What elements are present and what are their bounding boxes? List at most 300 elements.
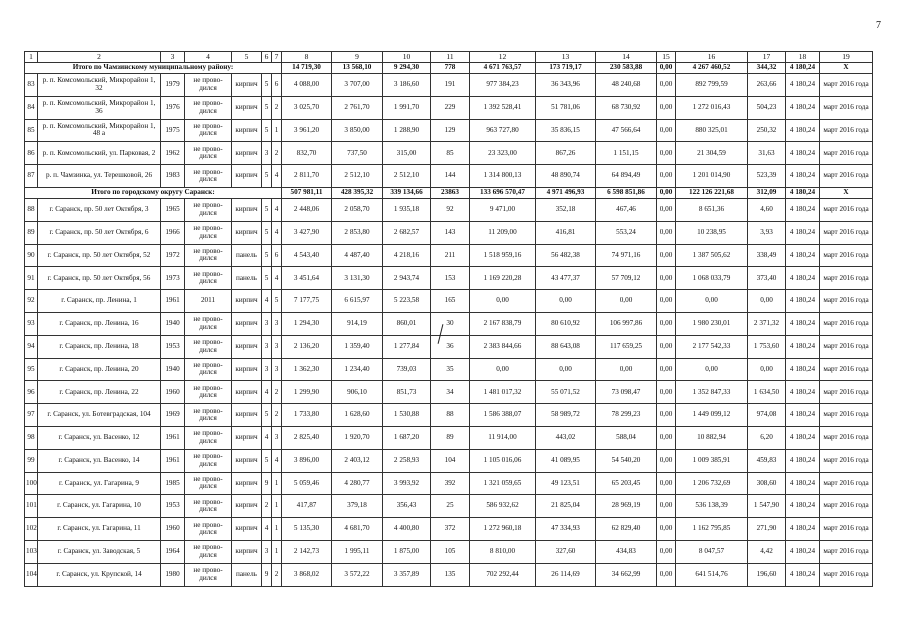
table-cell: 3: [272, 312, 282, 335]
table-cell: 1 935,18: [383, 198, 431, 221]
total-value: 6 598 851,86: [596, 187, 657, 198]
table-cell: 104: [25, 563, 38, 586]
total-value: 230 583,88: [596, 63, 657, 74]
address-cell: р. п. Чамзинка, ул. Терешковой, 26: [38, 165, 161, 188]
table-cell: 99: [25, 449, 38, 472]
table-cell: 86: [25, 142, 38, 165]
table-cell: 0,00: [657, 404, 676, 427]
table-row: [25, 165, 873, 188]
table-cell: 2 512,10: [332, 165, 383, 188]
column-number-cell: 5: [232, 52, 262, 63]
table-cell: 1 980 230,01: [676, 312, 748, 335]
table-cell: кирпич: [232, 74, 262, 97]
table-cell: 1 530,88: [383, 404, 431, 427]
table-cell: 2 811,70: [282, 165, 332, 188]
table-cell: 1: [272, 119, 282, 142]
table-cell: 379,18: [332, 495, 383, 518]
table-cell: кирпич: [232, 165, 262, 188]
table-cell: март 2016 года: [820, 495, 873, 518]
table-cell: панель: [232, 563, 262, 586]
total-label: Итого по Чамзинскому муниципальному району:: [25, 63, 282, 74]
table-cell: 416,81: [536, 221, 596, 244]
table-cell: 0,00: [536, 290, 596, 313]
table-cell: март 2016 года: [820, 119, 873, 142]
table-cell: 4: [272, 267, 282, 290]
table-cell: 1 294,30: [282, 312, 332, 335]
table-cell: 2: [272, 563, 282, 586]
table-cell: 105: [431, 540, 470, 563]
table-cell: кирпич: [232, 142, 262, 165]
table-row: [25, 312, 873, 335]
table-cell: март 2016 года: [820, 290, 873, 313]
table-cell: 100: [25, 472, 38, 495]
table-cell: не прово-дился: [185, 74, 232, 97]
table-cell: 10 238,95: [676, 221, 748, 244]
table-cell: 1 995,11: [332, 540, 383, 563]
total-value: 9 294,30: [383, 63, 431, 74]
table-cell: кирпич: [232, 495, 262, 518]
table-cell: 974,08: [748, 404, 786, 427]
table-cell: 196,60: [748, 563, 786, 586]
table-cell: 1 753,60: [748, 335, 786, 358]
table-cell: 165: [431, 290, 470, 313]
table-cell: кирпич: [232, 426, 262, 449]
table-cell: 1961: [161, 449, 185, 472]
address-cell: г. Саранск, пр. 50 лет Октября, 6: [38, 221, 161, 244]
table-cell: 1 634,50: [748, 381, 786, 404]
table-cell: 0,00: [657, 335, 676, 358]
table-cell: 1 272 016,43: [676, 96, 748, 119]
table-cell: 85: [25, 119, 38, 142]
table-cell: 3,93: [748, 221, 786, 244]
column-number-cell: 1: [25, 52, 38, 63]
column-number-cell: 4: [185, 52, 232, 63]
total-value: 13 568,10: [332, 63, 383, 74]
table-cell: 73 098,47: [596, 381, 657, 404]
table-cell: 906,10: [332, 381, 383, 404]
table-cell: 0,00: [748, 358, 786, 381]
table-cell: 1 733,80: [282, 404, 332, 427]
table-cell: 2 142,73: [282, 540, 332, 563]
table-cell: 0,00: [657, 426, 676, 449]
table-cell: 1 359,40: [332, 335, 383, 358]
table-row: [25, 198, 873, 221]
table-cell: 2 448,06: [282, 198, 332, 221]
table-cell: 1 288,90: [383, 119, 431, 142]
table-cell: 98: [25, 426, 38, 449]
total-value: 14 719,30: [282, 63, 332, 74]
table-cell: 588,04: [596, 426, 657, 449]
table-cell: март 2016 года: [820, 449, 873, 472]
table-cell: 467,46: [596, 198, 657, 221]
table-cell: 0,00: [657, 119, 676, 142]
table-cell: 1 105 016,06: [470, 449, 536, 472]
table-cell: 5: [262, 449, 272, 472]
column-number-cell: 12: [470, 52, 536, 63]
table-cell: 963 727,80: [470, 119, 536, 142]
table-cell: не прово-дился: [185, 119, 232, 142]
table-cell: 5: [262, 404, 272, 427]
table-cell: 0,00: [657, 358, 676, 381]
table-cell: 0,00: [676, 358, 748, 381]
table-cell: 860,01: [383, 312, 431, 335]
address-cell: г. Саранск, ул. Васенко, 14: [38, 449, 161, 472]
table-cell: 1983: [161, 165, 185, 188]
table-row: [25, 426, 873, 449]
table-cell: 0,00: [657, 244, 676, 267]
table-cell: 74 971,16: [596, 244, 657, 267]
table-cell: 352,18: [536, 198, 596, 221]
table-cell: 1 272 960,18: [470, 518, 536, 541]
table-row: [25, 335, 873, 358]
total-value: 312,09: [748, 187, 786, 198]
table-cell: 4 180,24: [786, 495, 820, 518]
total-value: 173 719,17: [536, 63, 596, 74]
table-cell: 0,00: [657, 267, 676, 290]
table-cell: 3 131,30: [332, 267, 383, 290]
total-value: X: [820, 63, 873, 74]
table-cell: 92: [431, 198, 470, 221]
table-cell: 1 009 385,91: [676, 449, 748, 472]
table-cell: не прово-дился: [185, 312, 232, 335]
table-cell: не прово-дился: [185, 563, 232, 586]
table-cell: 4 218,16: [383, 244, 431, 267]
column-number-cell: 18: [786, 52, 820, 63]
table-cell: 8 810,00: [470, 540, 536, 563]
table-cell: 0,00: [596, 358, 657, 381]
table-cell: 0,00: [748, 290, 786, 313]
table-cell: 832,70: [282, 142, 332, 165]
table-cell: не прово-дился: [185, 142, 232, 165]
table-cell: 88: [25, 198, 38, 221]
table-cell: 10 882,94: [676, 426, 748, 449]
table-cell: 536 138,39: [676, 495, 748, 518]
table-cell: 1 449 099,12: [676, 404, 748, 427]
table-cell: 97: [25, 404, 38, 427]
column-number-header: [25, 52, 873, 63]
table-cell: 880 325,01: [676, 119, 748, 142]
table-cell: 3: [272, 426, 282, 449]
table-cell: 0,00: [657, 290, 676, 313]
table-cell: 96: [25, 381, 38, 404]
address-cell: р. п. Комсомольский, Микрорайон 1, 48 а: [38, 119, 161, 142]
table-cell: 1 162 795,85: [676, 518, 748, 541]
address-cell: г. Саранск, ул. Гагарина, 10: [38, 495, 161, 518]
column-number-cell: 16: [676, 52, 748, 63]
table-cell: 1975: [161, 119, 185, 142]
table-cell: 3 025,70: [282, 96, 332, 119]
table-cell: 102: [25, 518, 38, 541]
table-cell: 2: [262, 495, 272, 518]
table-cell: 3 961,20: [282, 119, 332, 142]
table-cell: 1 586 388,07: [470, 404, 536, 427]
table-cell: 65 203,45: [596, 472, 657, 495]
table-cell: 54 540,20: [596, 449, 657, 472]
table-cell: 5: [262, 119, 272, 142]
table-cell: 11 209,00: [470, 221, 536, 244]
table-cell: 35: [431, 358, 470, 381]
table-cell: 504,23: [748, 96, 786, 119]
table-cell: 58 989,72: [536, 404, 596, 427]
table-body: [25, 52, 873, 587]
column-number-cell: 3: [161, 52, 185, 63]
table-cell: 88 643,08: [536, 335, 596, 358]
total-row: [25, 63, 873, 74]
table-cell: 4: [272, 449, 282, 472]
table-cell: 2 943,74: [383, 267, 431, 290]
table-cell: не прово-дился: [185, 449, 232, 472]
table-cell: 1960: [161, 381, 185, 404]
column-number-cell: 2: [38, 52, 161, 63]
table-cell: 211: [431, 244, 470, 267]
table-cell: март 2016 года: [820, 267, 873, 290]
table-cell: 0,00: [657, 74, 676, 97]
table-cell: 2 167 838,79: [470, 312, 536, 335]
table-cell: 30: [431, 312, 470, 335]
table-cell: 3: [262, 335, 272, 358]
table-cell: 35 836,15: [536, 119, 596, 142]
table-row: [25, 221, 873, 244]
address-cell: г. Саранск, ул. Заводская, 5: [38, 540, 161, 563]
table-cell: 5: [262, 244, 272, 267]
table-cell: 1: [272, 540, 282, 563]
table-cell: 153: [431, 267, 470, 290]
table-cell: 3 186,60: [383, 74, 431, 97]
table-cell: 586 932,62: [470, 495, 536, 518]
table-cell: 1969: [161, 404, 185, 427]
table-cell: 0,00: [657, 518, 676, 541]
table-cell: 6: [272, 244, 282, 267]
table-cell: не прово-дился: [185, 198, 232, 221]
table-cell: 2 682,57: [383, 221, 431, 244]
table-cell: кирпич: [232, 96, 262, 119]
table-cell: 2 371,32: [748, 312, 786, 335]
table-cell: 250,32: [748, 119, 786, 142]
table-cell: 1980: [161, 563, 185, 586]
column-number-cell: 19: [820, 52, 873, 63]
table-cell: 0,00: [657, 472, 676, 495]
table-cell: 4 180,24: [786, 119, 820, 142]
table-cell: не прово-дился: [185, 540, 232, 563]
table-cell: 1961: [161, 290, 185, 313]
table-cell: 5: [262, 267, 272, 290]
table-cell: 1 628,60: [332, 404, 383, 427]
table-cell: 144: [431, 165, 470, 188]
table-cell: 4 180,24: [786, 381, 820, 404]
table-cell: 2 761,70: [332, 96, 383, 119]
table-cell: 0,00: [470, 358, 536, 381]
table-cell: 7 177,75: [282, 290, 332, 313]
table-row: [25, 540, 873, 563]
table-cell: 4 180,24: [786, 563, 820, 586]
table-cell: 88: [431, 404, 470, 427]
table-cell: 392: [431, 472, 470, 495]
table-cell: 4 487,40: [332, 244, 383, 267]
table-cell: 0,00: [596, 290, 657, 313]
address-cell: г. Саранск, пр. 50 лет Октября, 52: [38, 244, 161, 267]
address-cell: г. Саранск, пр. 50 лет Октября, 3: [38, 198, 161, 221]
table-cell: март 2016 года: [820, 540, 873, 563]
table-cell: не прово-дился: [185, 472, 232, 495]
table-cell: март 2016 года: [820, 472, 873, 495]
table-cell: 21 825,04: [536, 495, 596, 518]
table-cell: 0,00: [657, 142, 676, 165]
table-cell: не прово-дился: [185, 244, 232, 267]
table-cell: март 2016 года: [820, 221, 873, 244]
table-cell: 3: [262, 358, 272, 381]
table-cell: 1 387 505,62: [676, 244, 748, 267]
table-cell: 2: [272, 96, 282, 119]
table-cell: 5: [272, 290, 282, 313]
table-cell: март 2016 года: [820, 335, 873, 358]
table-row: [25, 290, 873, 313]
table-cell: 3: [262, 540, 272, 563]
table-cell: 1966: [161, 221, 185, 244]
table-cell: кирпич: [232, 449, 262, 472]
table-cell: 0,00: [657, 449, 676, 472]
table-cell: 338,49: [748, 244, 786, 267]
table-cell: 4,60: [748, 198, 786, 221]
table-cell: 83: [25, 74, 38, 97]
table-cell: 3 850,00: [332, 119, 383, 142]
table-cell: 31,63: [748, 142, 786, 165]
table-cell: 4,42: [748, 540, 786, 563]
table-cell: 2 177 542,33: [676, 335, 748, 358]
table-cell: 64 894,49: [596, 165, 657, 188]
table-cell: 48 890,74: [536, 165, 596, 188]
table-row: [25, 472, 873, 495]
table-cell: 34 662,99: [596, 563, 657, 586]
table-cell: 5 223,58: [383, 290, 431, 313]
table-cell: кирпич: [232, 472, 262, 495]
table-row: [25, 495, 873, 518]
table-cell: 0,00: [657, 381, 676, 404]
table-cell: 0,00: [470, 290, 536, 313]
table-cell: 3 707,00: [332, 74, 383, 97]
table-cell: 28 969,19: [596, 495, 657, 518]
table-cell: 1 314 800,13: [470, 165, 536, 188]
housing-register-table: [24, 51, 873, 587]
table-cell: 1 352 847,33: [676, 381, 748, 404]
table-cell: не прово-дился: [185, 165, 232, 188]
table-cell: 1: [272, 518, 282, 541]
table-cell: 104: [431, 449, 470, 472]
table-cell: 87: [25, 165, 38, 188]
table-cell: кирпич: [232, 312, 262, 335]
table-cell: 434,83: [596, 540, 657, 563]
table-cell: 4 180,24: [786, 358, 820, 381]
table-cell: кирпич: [232, 335, 262, 358]
table-cell: 91: [25, 267, 38, 290]
table-cell: 4 180,24: [786, 449, 820, 472]
table-cell: 315,00: [383, 142, 431, 165]
table-cell: 25: [431, 495, 470, 518]
total-value: 4 180,24: [786, 187, 820, 198]
table-cell: март 2016 года: [820, 312, 873, 335]
table-cell: 641 514,76: [676, 563, 748, 586]
table-row: [25, 381, 873, 404]
table-cell: 129: [431, 119, 470, 142]
table-cell: 1 362,30: [282, 358, 332, 381]
table-cell: 373,40: [748, 267, 786, 290]
table-cell: 1960: [161, 518, 185, 541]
table-cell: 6,20: [748, 426, 786, 449]
table-cell: 1972: [161, 244, 185, 267]
table-cell: кирпич: [232, 198, 262, 221]
table-cell: 56 482,38: [536, 244, 596, 267]
table-row: [25, 267, 873, 290]
table-cell: не прово-дился: [185, 426, 232, 449]
table-cell: 1953: [161, 335, 185, 358]
table-cell: 4: [262, 518, 272, 541]
table-cell: 4 180,24: [786, 221, 820, 244]
table-cell: 271,90: [748, 518, 786, 541]
table-row: [25, 244, 873, 267]
table-cell: 0,00: [657, 96, 676, 119]
column-number-cell: 10: [383, 52, 431, 63]
table-cell: 26 114,69: [536, 563, 596, 586]
table-cell: 4 180,24: [786, 312, 820, 335]
table-cell: март 2016 года: [820, 198, 873, 221]
table-cell: 417,87: [282, 495, 332, 518]
column-number-cell: 7: [272, 52, 282, 63]
table-cell: 90: [25, 244, 38, 267]
table-row: [25, 74, 873, 97]
table-cell: не прово-дился: [185, 358, 232, 381]
table-cell: 2011: [185, 290, 232, 313]
table-cell: март 2016 года: [820, 244, 873, 267]
table-cell: 1 518 959,16: [470, 244, 536, 267]
address-cell: р. п. Комсомольский, Микрорайон 1, 32: [38, 74, 161, 97]
table-cell: 51 781,06: [536, 96, 596, 119]
table-cell: 1 687,20: [383, 426, 431, 449]
table-cell: март 2016 года: [820, 165, 873, 188]
table-cell: 106 997,86: [596, 312, 657, 335]
table-cell: 4 180,24: [786, 96, 820, 119]
address-cell: г. Саранск, ул. Васенко, 12: [38, 426, 161, 449]
address-cell: г. Саранск, пр. Ленина, 18: [38, 335, 161, 358]
total-label: Итого по городскому округу Саранск:: [25, 187, 282, 198]
column-number-cell: 13: [536, 52, 596, 63]
table-cell: не прово-дился: [185, 335, 232, 358]
table-cell: 92: [25, 290, 38, 313]
table-cell: 3 427,90: [282, 221, 332, 244]
table-cell: 84: [25, 96, 38, 119]
table-cell: 8 047,57: [676, 540, 748, 563]
address-cell: г. Саранск, ул. Гагарина, 9: [38, 472, 161, 495]
table-cell: 23 323,00: [470, 142, 536, 165]
table-cell: 3: [262, 312, 272, 335]
page-number: 7: [876, 20, 881, 31]
table-cell: 3 868,02: [282, 563, 332, 586]
total-value: 339 134,66: [383, 187, 431, 198]
table-cell: 191: [431, 74, 470, 97]
total-value: 4 180,24: [786, 63, 820, 74]
table-cell: 356,43: [383, 495, 431, 518]
table-cell: 523,39: [748, 165, 786, 188]
address-cell: г. Саранск, ул. Ботевградская, 104: [38, 404, 161, 427]
table-cell: 4 180,24: [786, 426, 820, 449]
table-cell: 459,83: [748, 449, 786, 472]
total-value: 122 126 221,68: [676, 187, 748, 198]
table-cell: 3: [272, 335, 282, 358]
address-cell: г. Саранск, пр. Ленина, 20: [38, 358, 161, 381]
table-cell: 3 572,22: [332, 563, 383, 586]
table-cell: 851,73: [383, 381, 431, 404]
table-cell: 2 512,10: [383, 165, 431, 188]
table-cell: 1: [272, 472, 282, 495]
table-cell: 89: [431, 426, 470, 449]
